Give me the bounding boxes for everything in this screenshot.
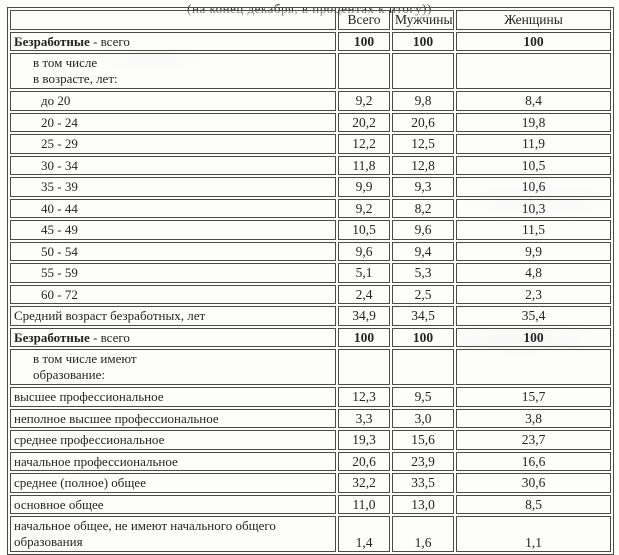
cell-value: 10,5 — [338, 220, 390, 240]
cell-value: 23,7 — [456, 430, 611, 450]
row-label-line: в возрасте, лет: — [33, 70, 118, 86]
table-row — [10, 242, 611, 262]
cell-value: 19,8 — [456, 113, 611, 133]
row-label-text: высшее профессиональное — [14, 389, 164, 404]
cell-value: 2,3 — [456, 285, 611, 305]
column-header-total: Всего — [338, 10, 390, 30]
table-row — [10, 328, 611, 348]
cell-value: 11,5 — [456, 220, 611, 240]
row-label-line: образования — [14, 533, 83, 549]
cell-value: 3,0 — [392, 409, 454, 429]
cell-value: 9,3 — [392, 177, 454, 197]
cell-value: 12,3 — [338, 387, 390, 407]
row-label — [10, 328, 336, 348]
cell-value: 3,3 — [338, 409, 390, 429]
cell-value: 20,6 — [338, 452, 390, 472]
cell-value: 11,8 — [338, 156, 390, 176]
row-label-text: начальное профессиональное — [14, 453, 178, 469]
cell-value: 10,6 — [456, 177, 611, 197]
table-row — [10, 409, 611, 429]
cell-value: 12,8 — [392, 156, 454, 176]
row-label-text: 45 - 49 — [41, 222, 78, 237]
table-row — [10, 177, 611, 197]
cell-value: 3,8 — [456, 409, 611, 429]
row-label — [10, 263, 336, 283]
cell-value — [392, 349, 454, 385]
table-row — [10, 156, 611, 176]
cell-value — [456, 53, 611, 89]
table-row — [10, 199, 611, 219]
cell-value: 32,2 — [338, 473, 390, 493]
cell-value: 2,5 — [392, 285, 454, 305]
column-header-women: Женщины — [456, 10, 611, 30]
row-label-text: до 20 — [41, 93, 71, 108]
cell-value: 12,5 — [392, 134, 454, 154]
row-label-line: в том числе — [33, 55, 98, 70]
corner-cell — [10, 10, 336, 30]
cell-value: 1,4 — [338, 516, 390, 552]
cell-value: 10,5 — [456, 156, 611, 176]
table-row — [10, 220, 611, 240]
table-header-row — [10, 10, 611, 30]
row-label — [10, 242, 336, 262]
row-label-text: 40 - 44 — [41, 200, 78, 216]
table-row — [10, 91, 611, 111]
cell-value — [338, 53, 390, 89]
table-row — [10, 32, 611, 52]
row-label — [10, 387, 336, 407]
row-label-text: 35 - 39 — [41, 179, 78, 194]
row-label-text: 50 - 54 — [41, 243, 78, 259]
unemployed-statistics-table — [7, 7, 614, 555]
cell-value: 9,9 — [456, 242, 611, 262]
table-row — [10, 285, 611, 305]
cell-value: 4,8 — [456, 263, 611, 283]
row-label-suffix: - всего — [89, 33, 130, 49]
cell-value: 9,8 — [392, 91, 454, 111]
row-label — [10, 516, 336, 552]
cell-value: 9,6 — [338, 242, 390, 262]
row-label-suffix: - всего — [89, 329, 130, 345]
table-row — [10, 516, 611, 552]
row-label — [10, 91, 336, 111]
cell-value: 9,5 — [392, 387, 454, 407]
cell-value: 100 — [338, 32, 390, 52]
row-label — [10, 430, 336, 450]
table-row — [10, 349, 611, 385]
row-label-text: 55 - 59 — [41, 265, 78, 280]
row-label-text: Безработные — [14, 329, 90, 345]
row-label-text: Безработные — [14, 33, 90, 49]
cell-value: 15,6 — [392, 430, 454, 450]
cell-value: 100 — [456, 328, 611, 348]
cell-value: 35,4 — [456, 306, 611, 326]
table-row — [10, 430, 611, 450]
cell-value — [392, 53, 454, 89]
row-label — [10, 349, 336, 385]
row-label-text: неполное высшее профессиональное — [14, 410, 219, 426]
row-label — [10, 220, 336, 240]
cell-value: 1,6 — [392, 516, 454, 552]
cell-value: 100 — [392, 328, 454, 348]
row-label — [10, 134, 336, 154]
cell-value — [338, 349, 390, 385]
table-row — [10, 53, 611, 89]
table-row — [10, 263, 611, 283]
cell-value: 16,6 — [456, 452, 611, 472]
row-label-text: 30 - 34 — [41, 157, 78, 173]
cell-value: 12,2 — [338, 134, 390, 154]
row-label-text: 20 - 24 — [41, 114, 78, 130]
row-label — [10, 452, 336, 472]
table-row — [10, 495, 611, 515]
cell-value: 33,5 — [392, 473, 454, 493]
cell-value: 34,9 — [338, 306, 390, 326]
cell-value: 23,9 — [392, 452, 454, 472]
table-caption-text: (на конец декабря, в процентах к итогу)) — [187, 1, 432, 16]
cell-value: 11,0 — [338, 495, 390, 515]
cell-value: 5,1 — [338, 263, 390, 283]
row-label-text: 60 - 72 — [41, 286, 78, 302]
cell-value: 2,4 — [338, 285, 390, 305]
row-label — [10, 285, 336, 305]
cell-value: 100 — [456, 32, 611, 52]
cell-value: 100 — [338, 328, 390, 348]
row-label — [10, 199, 336, 219]
row-label — [10, 156, 336, 176]
row-label — [10, 113, 336, 133]
cell-value: 20,2 — [338, 113, 390, 133]
cell-value: 13,0 — [392, 495, 454, 515]
row-label — [10, 32, 336, 52]
cell-value: 11,9 — [456, 134, 611, 154]
row-label-line: образование: — [33, 366, 105, 382]
cell-value: 8,5 — [456, 495, 611, 515]
cell-value — [456, 349, 611, 385]
row-label-text: среднее профессиональное — [14, 432, 165, 447]
cell-value: 15,7 — [456, 387, 611, 407]
cell-value: 100 — [392, 32, 454, 52]
row-label — [10, 409, 336, 429]
row-label — [10, 495, 336, 515]
table-body — [10, 32, 611, 553]
table-row — [10, 306, 611, 326]
column-header-men: Мужчины — [392, 10, 454, 30]
row-label — [10, 53, 336, 89]
cell-value: 9,4 — [392, 242, 454, 262]
row-label-line: начальное общее, не имеют начального общего — [14, 518, 276, 533]
row-label-text: среднее (полное) общее — [14, 475, 146, 490]
row-label-text: основное общее — [14, 496, 104, 512]
cell-value: 5,3 — [392, 263, 454, 283]
cell-value: 1,1 — [456, 516, 611, 552]
cell-value: 34,5 — [392, 306, 454, 326]
row-label-line: в том числе имеют — [33, 351, 137, 366]
cell-value: 9,2 — [338, 199, 390, 219]
row-label-text: 25 - 29 — [41, 136, 78, 151]
row-label — [10, 306, 336, 326]
cell-value: 10,3 — [456, 199, 611, 219]
row-label — [10, 473, 336, 493]
row-label — [10, 177, 336, 197]
row-label-text: Средний возраст безработных, лет — [14, 308, 206, 323]
table-row — [10, 473, 611, 493]
table-row — [10, 387, 611, 407]
table-caption-clipped — [0, 0, 619, 16]
cell-value: 8,4 — [456, 91, 611, 111]
cell-value: 20,6 — [392, 113, 454, 133]
cell-value: 8,2 — [392, 199, 454, 219]
cell-value: 9,6 — [392, 220, 454, 240]
table-row — [10, 452, 611, 472]
cell-value: 9,2 — [338, 91, 390, 111]
table-row — [10, 113, 611, 133]
cell-value: 19,3 — [338, 430, 390, 450]
cell-value: 30,6 — [456, 473, 611, 493]
table-row — [10, 134, 611, 154]
cell-value: 9,9 — [338, 177, 390, 197]
